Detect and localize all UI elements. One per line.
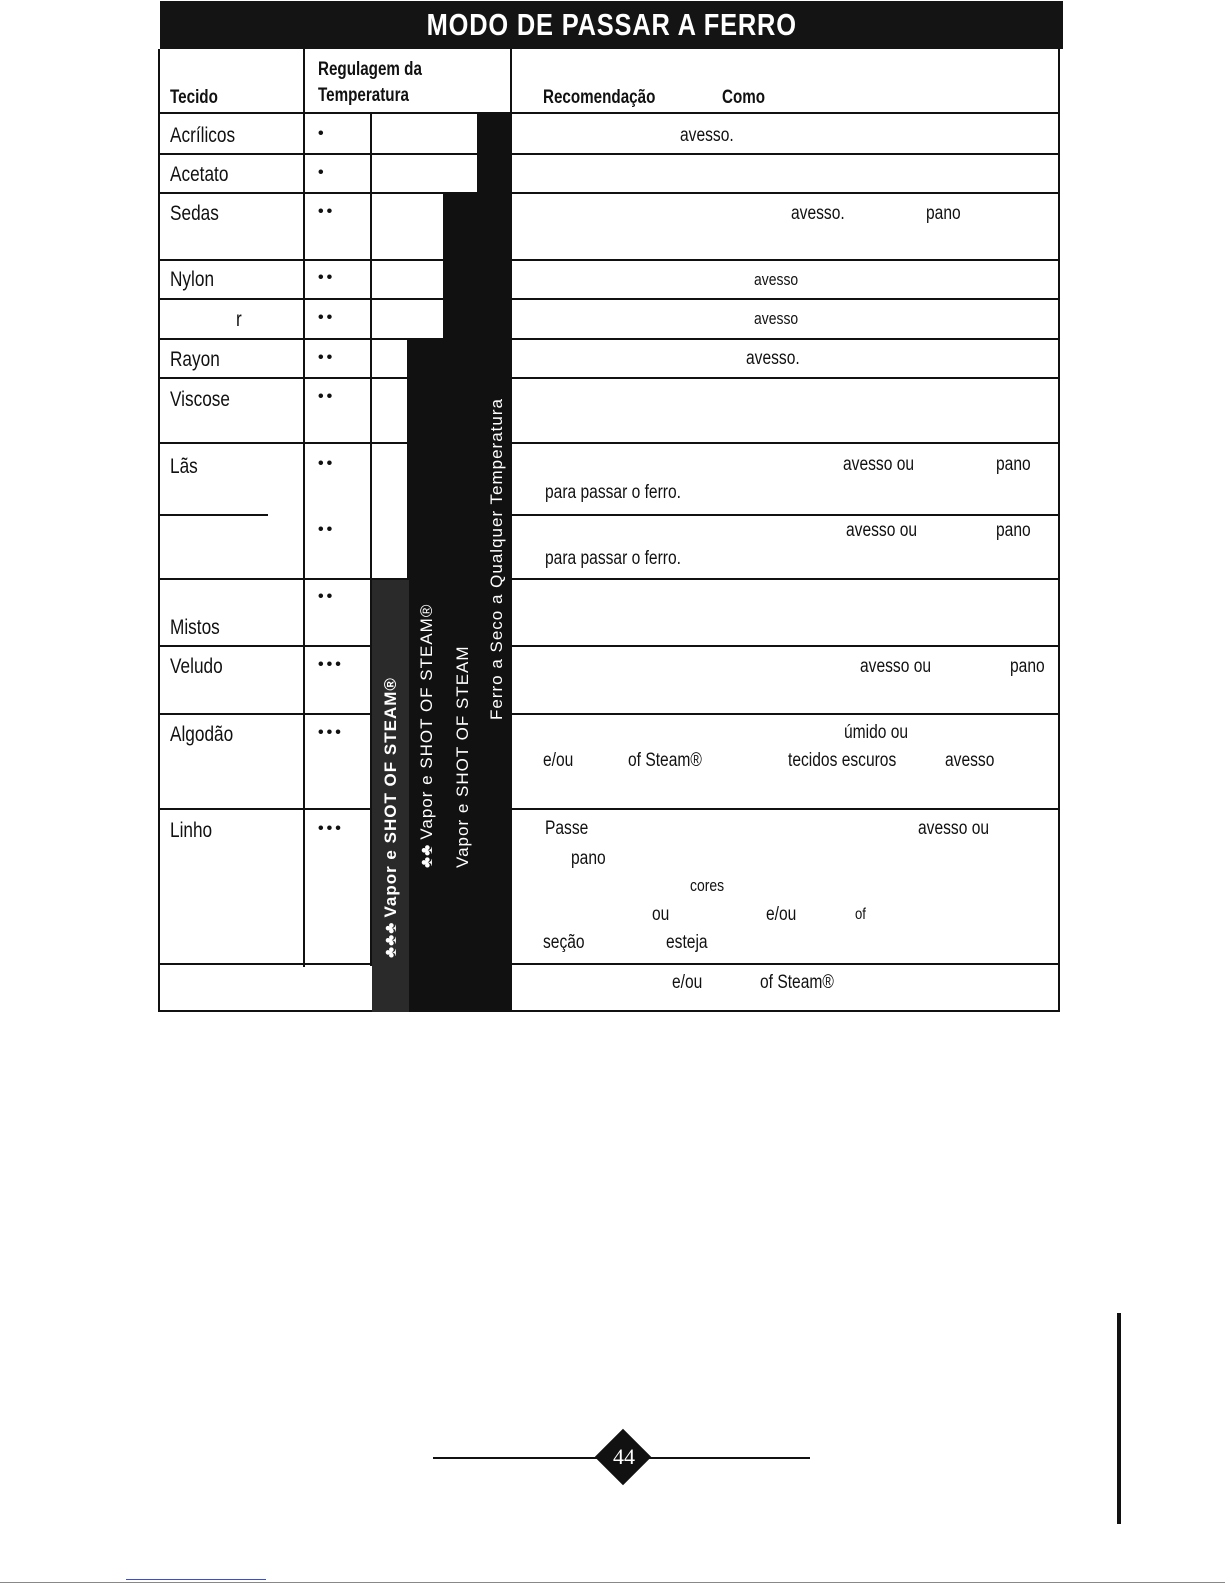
header-recomendacao: Recomendação <box>543 87 656 108</box>
row-divider <box>158 808 1060 810</box>
header-regulagem-line1: Regulagem da <box>318 59 422 80</box>
fabric-linho: Linho <box>170 819 213 842</box>
fabric-mistos: Mistos <box>170 616 220 639</box>
row-divider <box>158 514 268 516</box>
row-divider <box>158 338 1060 340</box>
vertical-label-steam-2: ♣♣Vapor e SHOT OF STEAM® <box>417 603 436 868</box>
vertical-label-steam-1: ♣♣♣Vapor e SHOT OF STEAM® <box>381 677 400 958</box>
rec-text: úmido ou <box>844 722 909 743</box>
row-divider <box>158 259 1060 261</box>
temp-dots: ••• <box>318 820 344 837</box>
header-regulagem-line2: Temperatura <box>318 85 409 106</box>
rec-text: e/ou <box>543 750 574 771</box>
row-divider <box>158 963 1060 965</box>
fabric-las: Lãs <box>170 455 198 478</box>
rec-text: ou <box>652 904 670 925</box>
bottom-link-underline <box>126 1579 266 1580</box>
temp-dots: • <box>318 125 327 142</box>
fabric-veludo: Veludo <box>170 655 223 678</box>
fabric-sedas: Sedas <box>170 202 219 225</box>
temp-dots: •• <box>318 309 336 326</box>
temp-dots: ••• <box>318 724 344 741</box>
fabric-rayon: Rayon <box>170 348 220 371</box>
rec-text: avesso ou <box>918 818 990 839</box>
rec-text: avesso ou <box>846 520 918 541</box>
rec-text: avesso <box>754 270 799 289</box>
header-tecido: Tecido <box>170 87 218 108</box>
rec-text: pano <box>996 520 1031 541</box>
rec-text: pano <box>996 454 1031 475</box>
rec-text: avesso ou <box>843 454 915 475</box>
row-divider <box>510 514 1060 516</box>
page-title: MODO DE PASSAR A FERRO <box>160 1 1063 49</box>
row-divider <box>158 713 1060 715</box>
rec-text: Passe <box>545 818 589 839</box>
rec-text: esteja <box>666 932 708 953</box>
temp-dots: •• <box>318 455 336 472</box>
rec-text: avesso ou <box>860 656 932 677</box>
row-divider <box>158 645 1060 647</box>
rec-text: e/ou <box>766 904 797 925</box>
temp-block-step2 <box>443 193 479 1012</box>
fabric-nylon: Nylon <box>170 268 215 291</box>
fabric-acrilicos: Acrílicos <box>170 124 236 147</box>
rec-text: avesso. <box>680 125 734 146</box>
temp-dots: •• <box>318 269 336 286</box>
fabric-partial: r <box>236 308 242 331</box>
temp-dots: •• <box>318 588 336 605</box>
temp-dots: •• <box>318 349 336 366</box>
rec-text: avesso <box>754 309 799 328</box>
rec-text: avesso <box>945 750 995 771</box>
rec-text: seção <box>543 932 585 953</box>
rec-text: of Steam® <box>760 972 834 993</box>
row-divider <box>158 112 1060 114</box>
header-como: Como <box>722 87 766 108</box>
rec-text: cores <box>690 876 725 895</box>
bottom-rule <box>0 1582 1225 1583</box>
table-bottom-border <box>158 1010 1060 1012</box>
rec-text: para passar o ferro. <box>545 482 681 503</box>
row-divider <box>158 153 1060 155</box>
rec-text: e/ou <box>672 972 703 993</box>
temp-dots: •• <box>318 521 336 538</box>
temp-dots: •• <box>318 388 336 405</box>
row-divider <box>158 442 1060 444</box>
page-number: 44 <box>613 1444 635 1469</box>
temp-dots: • <box>318 164 327 181</box>
rec-text: pano <box>1010 656 1045 677</box>
rec-text: pano <box>926 203 961 224</box>
vertical-label-dry: Ferro a Seco a Qualquer Temperatura <box>487 398 506 720</box>
iron-icon: ♣♣♣ <box>381 921 400 958</box>
row-divider <box>158 192 1060 194</box>
vertical-label-steam-3: Vapor e SHOT OF STEAM <box>453 645 472 868</box>
row-divider <box>158 377 1060 379</box>
row-divider <box>158 578 1060 580</box>
row-divider <box>158 298 1060 300</box>
temp-dots: •• <box>318 203 336 220</box>
fabric-algodao: Algodão <box>170 723 234 746</box>
margin-bar <box>1117 1313 1121 1524</box>
fabric-viscose: Viscose <box>170 388 230 411</box>
rec-text: of Steam® <box>628 750 702 771</box>
fabric-acetato: Acetato <box>170 163 229 186</box>
rec-text: avesso. <box>746 348 800 369</box>
rec-text: avesso. <box>791 203 845 224</box>
rec-text: of <box>855 906 866 923</box>
rec-text: para passar o ferro. <box>545 548 681 569</box>
rec-text: tecidos escuros <box>788 750 897 771</box>
temp-dots: ••• <box>318 656 344 673</box>
iron-icon: ♣♣ <box>417 843 436 868</box>
rec-text: pano <box>571 848 606 869</box>
column-divider-temp <box>303 49 305 967</box>
